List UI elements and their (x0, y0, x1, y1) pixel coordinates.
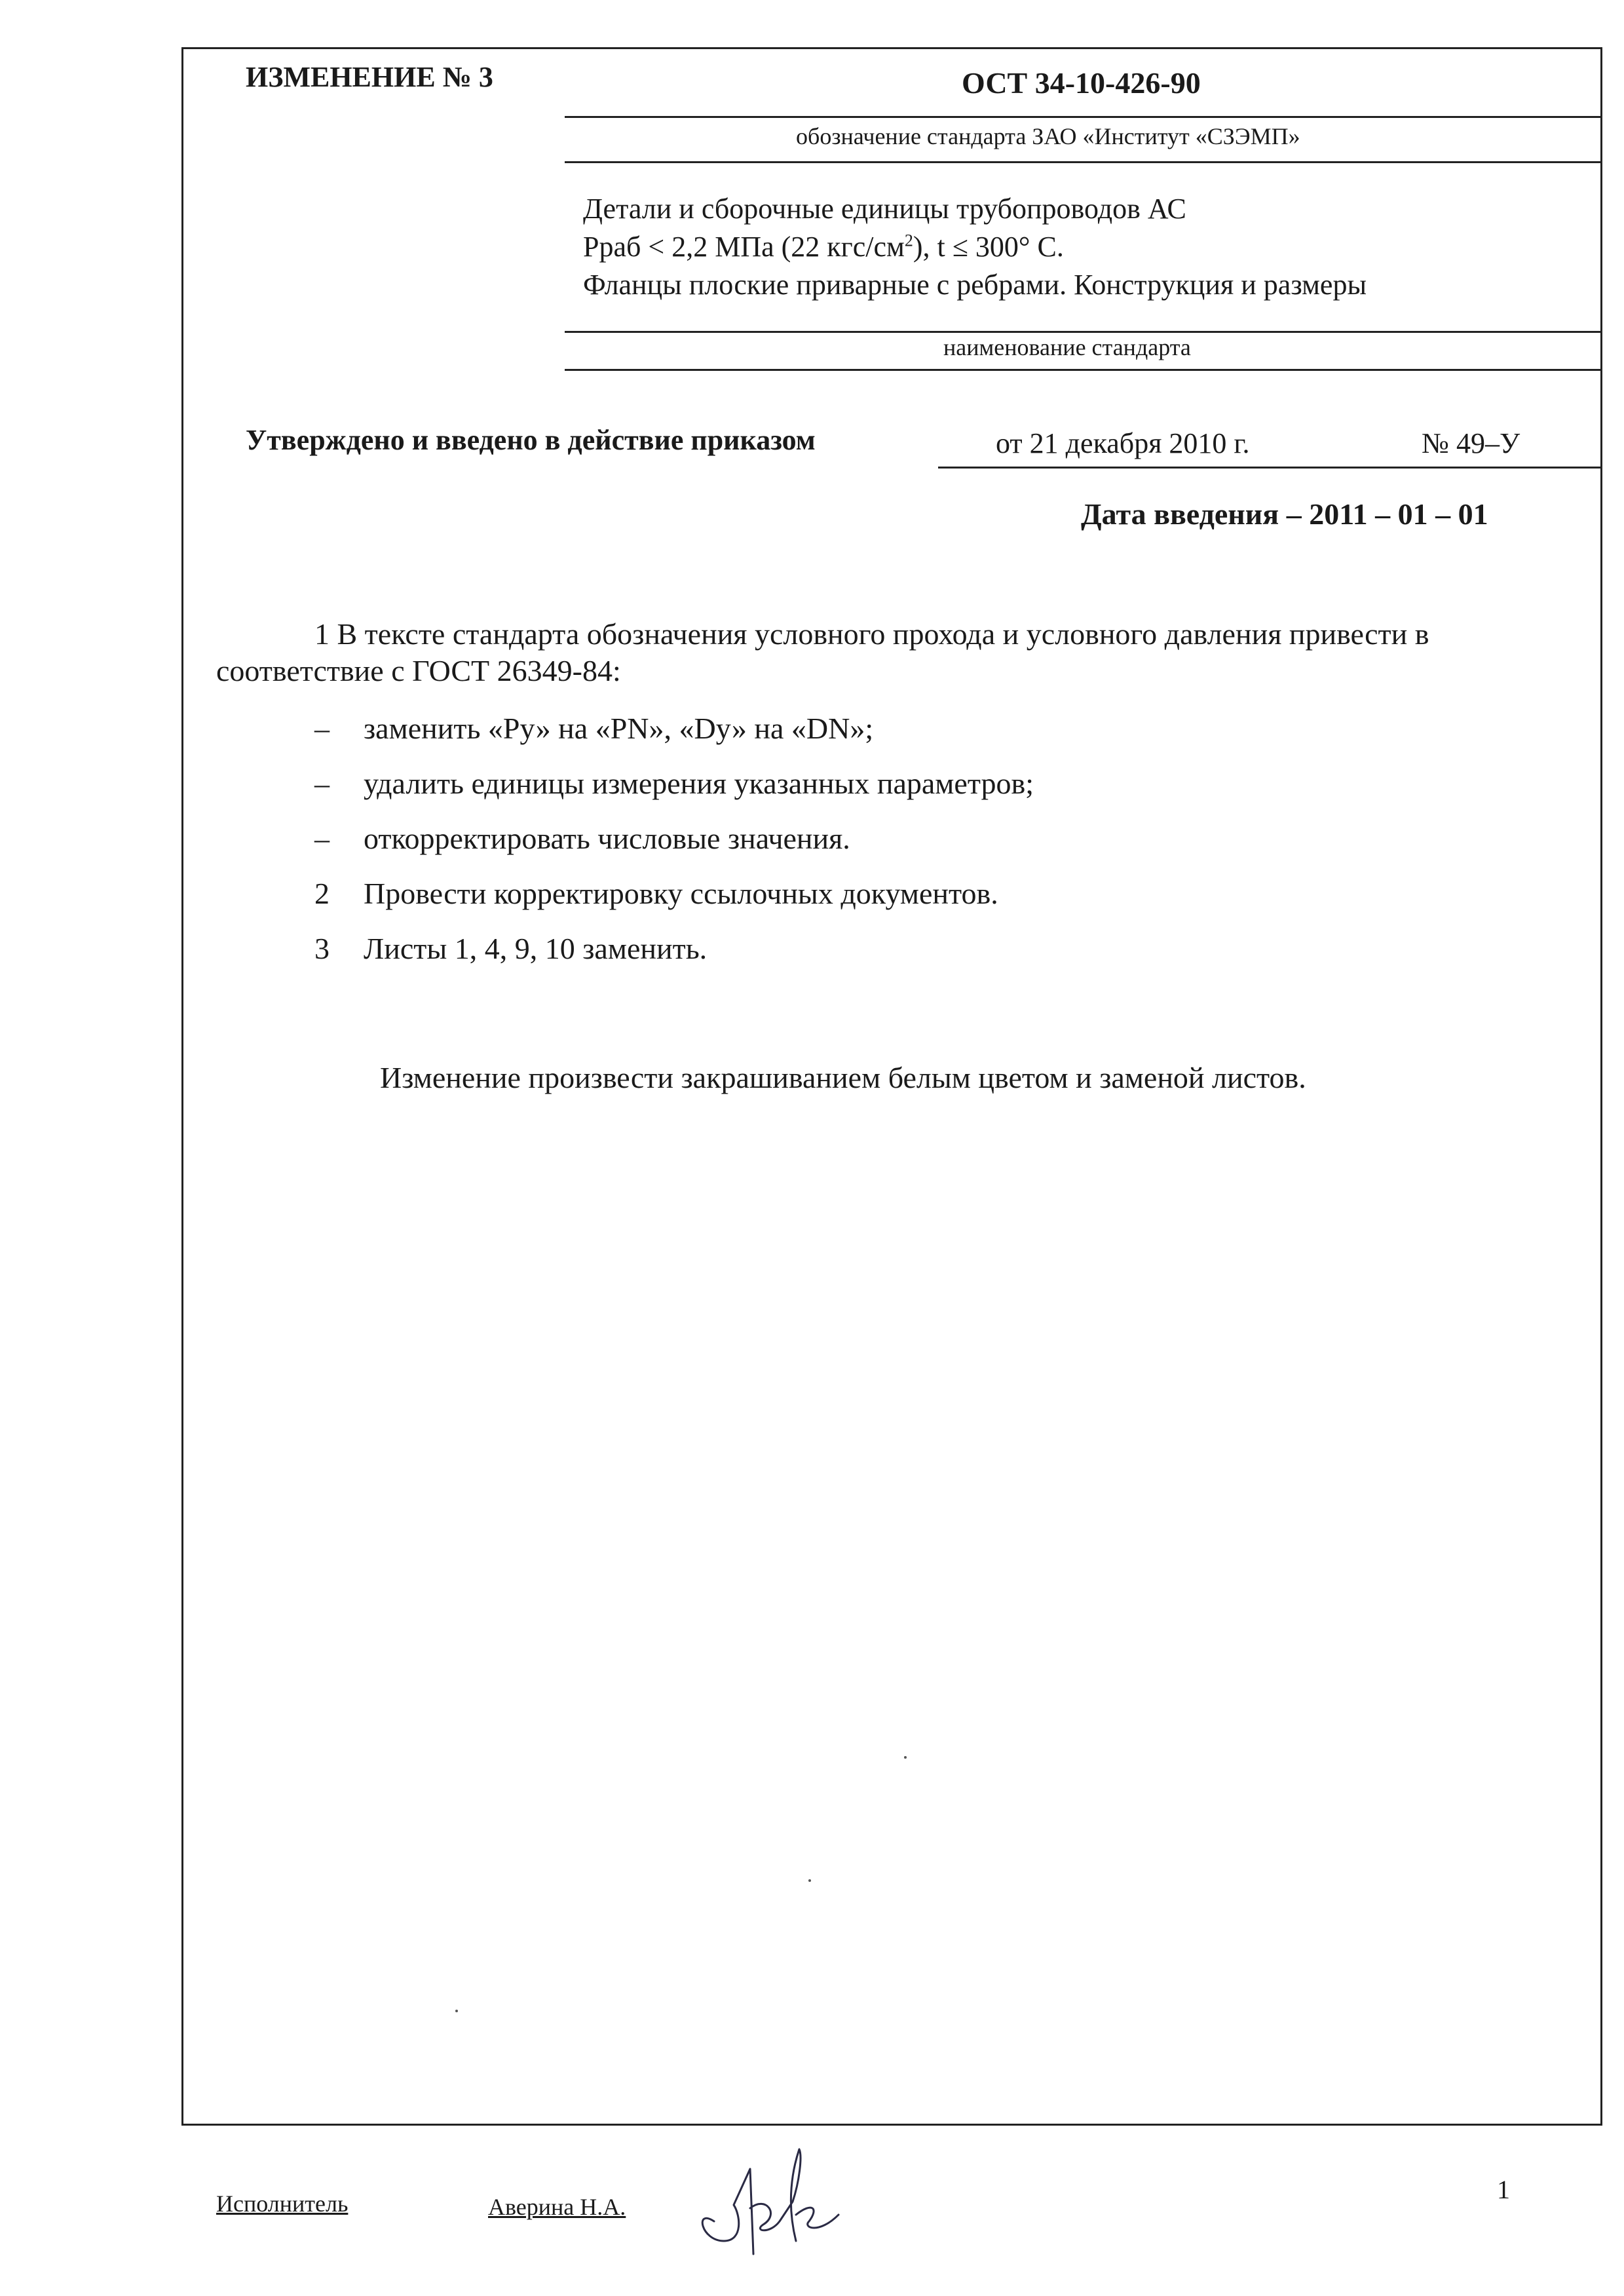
list-item (216, 710, 1579, 747)
standard-name (583, 190, 1367, 304)
list-item (216, 765, 1579, 802)
item-marker: – (314, 767, 330, 800)
introduction-date: Дата введения – 2011 – 01 – 01 (1081, 497, 1488, 531)
item-marker: – (314, 822, 330, 855)
item-text: откорректировать числовые значения. (364, 822, 850, 855)
item-text: Провести корректировку ссылочных документов. (364, 877, 998, 910)
standard-name-line: Фланцы плоские приварные с ребрами. Конструкция и размеры (583, 269, 1367, 301)
item-text: заменить «Ру» на «PN», «Dу» на «DN»; (364, 712, 874, 745)
scan-speck (808, 1879, 811, 1882)
list-item (216, 820, 1579, 857)
divider (565, 369, 1602, 371)
standard-designation-caption: обозначение стандарта ЗАО «Институт «СЗЭМП» (796, 123, 1300, 149)
scan-speck (904, 1756, 907, 1759)
item-text: Листы 1, 4, 9, 10 заменить. (364, 932, 708, 965)
executor-label: Исполнитель (216, 2191, 349, 2217)
approval-label: Утверждено и введено в действие приказом (246, 424, 816, 456)
standard-name-caption: наименование стандарта (943, 334, 1191, 360)
order-number: № 49–У (1422, 427, 1520, 459)
divider (565, 331, 1602, 333)
divider (565, 161, 1602, 163)
paragraph-1: 1 В тексте стандарта обозначения условного прохода и условного давления привести в соответствие с ГОСТ 26349-84: (216, 617, 1429, 687)
standard-number: ОСТ 34-10-426-90 (962, 66, 1201, 100)
executor-name: Аверина Н.А. (488, 2194, 626, 2220)
page-number: 1 (1497, 2175, 1510, 2204)
change-title: ИЗМЕНЕНИЕ № 3 (246, 61, 493, 93)
order-underline (938, 467, 1602, 469)
divider (565, 116, 1602, 118)
closing-instruction: Изменение произвести закрашиванием белым цветом и заменой листов. (380, 1061, 1306, 1094)
item-marker: 3 (314, 932, 330, 965)
signature-image (688, 2143, 858, 2261)
item-text: удалить единицы измерения указанных параметров; (364, 767, 1034, 800)
scan-speck (455, 2010, 458, 2012)
standard-name-line: Детали и сборочные единицы трубопроводов АС (583, 193, 1186, 225)
list-item (216, 930, 1579, 967)
body-text (216, 616, 1579, 985)
standard-name-line: Рраб < 2,2 МПа (22 кгс/$см^2$), t ≤ 300° С. (583, 231, 1064, 263)
list-item (216, 875, 1579, 912)
item-marker: 2 (314, 877, 330, 910)
order-date: от 21 декабря 2010 г. (996, 427, 1250, 459)
item-marker: – (314, 712, 330, 745)
